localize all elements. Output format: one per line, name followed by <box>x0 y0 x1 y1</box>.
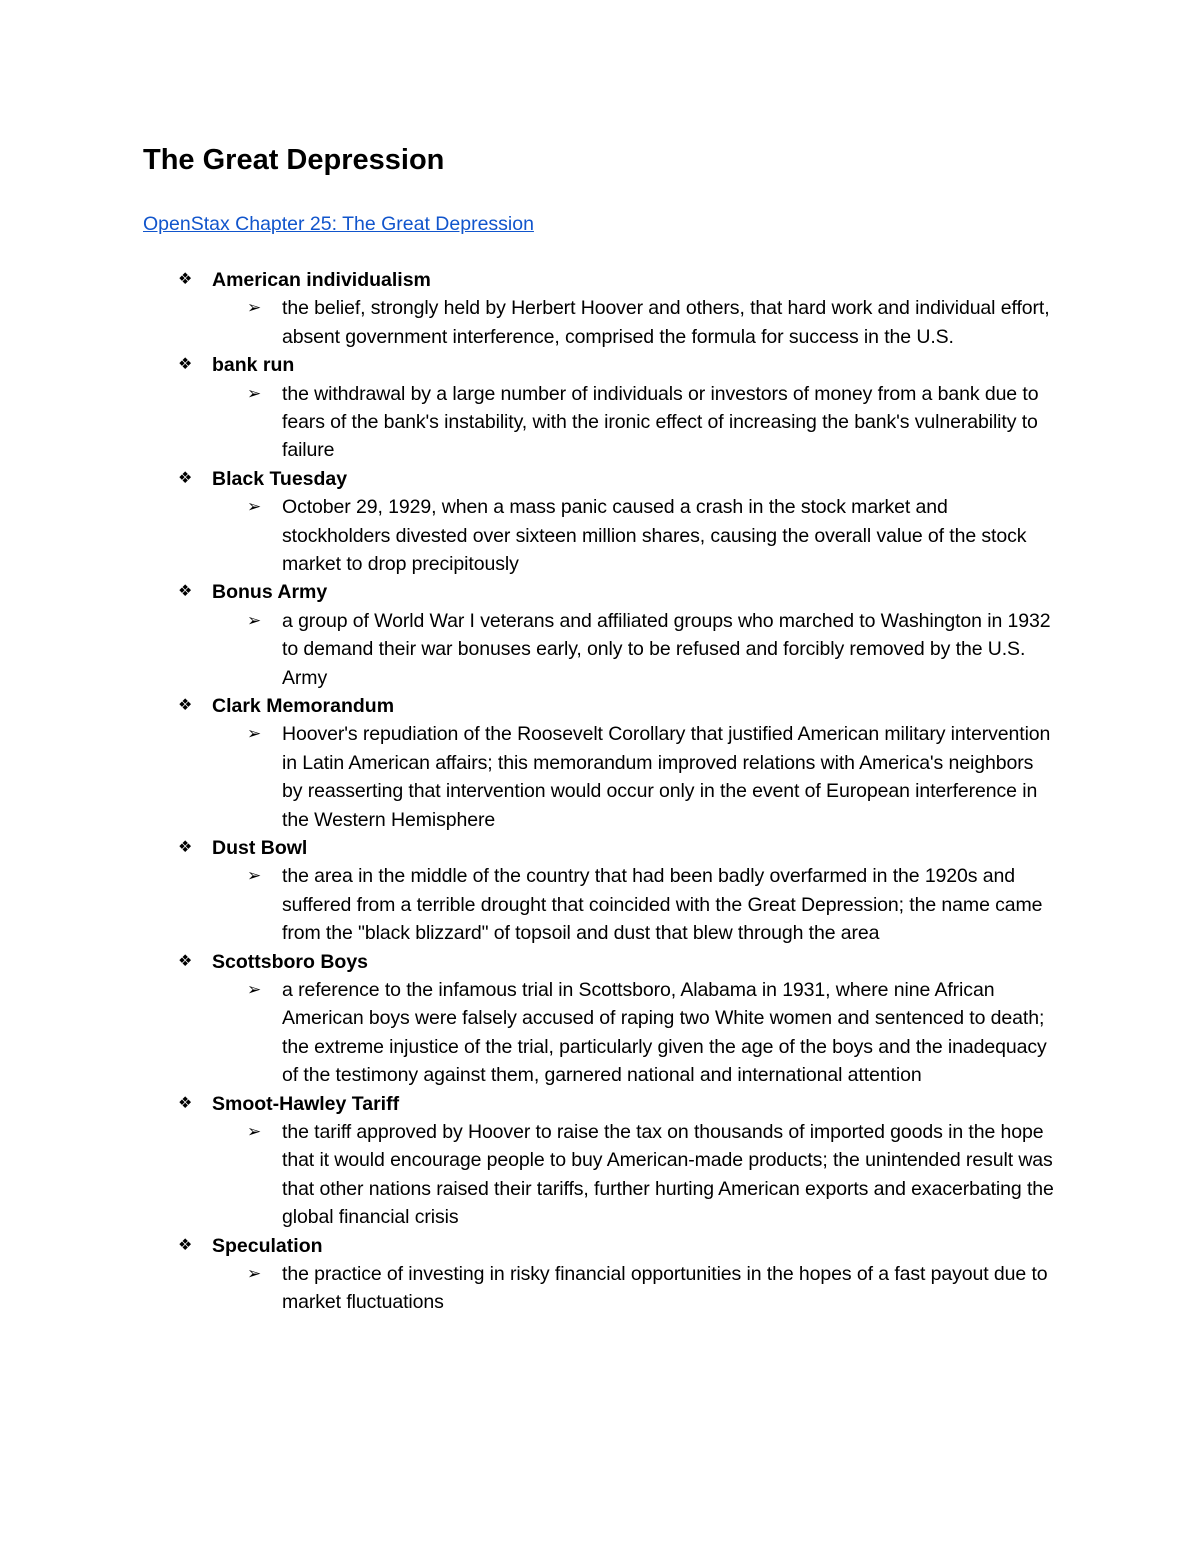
glossary-term <box>143 266 1063 351</box>
term-name: Speculation <box>212 1234 323 1257</box>
term-definition <box>143 862 1063 947</box>
term-name: bank run <box>212 354 295 377</box>
definition-text: the area in the middle of the country that had been badly overfarmed in the 1920s and suffered from a terrible drought that coincided with the Great Depression; the name came from the "black blizzard" of topsoil and dust that blew through the area <box>282 865 1043 945</box>
definition-text: the practice of investing in risky financial opportunities in the hopes of a fast payout due to market fluctuations <box>282 1263 1048 1314</box>
term-definition <box>143 493 1063 578</box>
term-name: Smoot-Hawley Tariff <box>212 1092 400 1115</box>
term-name: Black Tuesday <box>212 467 348 490</box>
glossary-term <box>143 465 1063 579</box>
diamond-bullet-icon: ❖ <box>178 1094 193 1112</box>
term-name: American individualism <box>212 269 431 291</box>
glossary-term <box>143 351 1063 465</box>
chapter-link[interactable]: OpenStax Chapter 25: The Great Depression <box>143 213 534 235</box>
page-title: The Great Depression <box>143 144 445 176</box>
term-heading <box>143 948 1063 976</box>
definition-text: a reference to the infamous trial in Scottsboro, Alabama in 1931, where nine African American boys were falsely accused of raping two White women and sentenced to death; the extreme injustice of the trial, particularly given the age of the boys and the inadequacy of the testimony against them, garnered national and international attention <box>282 979 1047 1087</box>
term-name: Bonus Army <box>212 581 328 604</box>
diamond-bullet-icon: ❖ <box>178 697 193 715</box>
term-definition <box>143 1118 1063 1232</box>
term-heading <box>143 266 1063 294</box>
diamond-bullet-icon: ❖ <box>178 952 193 970</box>
diamond-bullet-icon: ❖ <box>178 583 193 601</box>
glossary-term <box>143 692 1063 834</box>
term-heading <box>143 1090 1063 1118</box>
arrow-bullet-icon: ➢ <box>247 1122 262 1142</box>
diamond-bullet-icon: ❖ <box>178 271 193 288</box>
term-definition <box>143 1260 1063 1317</box>
definition-text: Hoover's repudiation of the Roosevelt Corollary that justified American military intervention in Latin American affairs; this memorandum improved relations with America's neighbors by reasserting that intervention would occur only in the event of European interference in the Western Hemisphere <box>282 723 1051 831</box>
term-definition <box>143 294 1063 351</box>
term-name: Clark Memorandum <box>212 695 395 718</box>
arrow-bullet-icon: ➢ <box>247 497 262 517</box>
term-name: Dust Bowl <box>212 837 308 860</box>
definition-text: the withdrawal by a large number of individuals or investors of money from a bank due to fears of the bank's instability, with the ironic effect of increasing the bank's vulnerability to failure <box>282 382 1039 462</box>
arrow-bullet-icon: ➢ <box>247 1264 262 1284</box>
definition-text: a group of World War I veterans and affiliated groups who marched to Washington in 1932 to demand their war bonuses early, only to be refused and forcibly removed by the U.S. Army <box>282 609 1051 689</box>
term-heading <box>143 578 1063 606</box>
diamond-bullet-icon: ❖ <box>178 469 193 487</box>
arrow-bullet-icon: ➢ <box>247 980 262 1000</box>
glossary-term <box>143 948 1063 1090</box>
term-heading <box>143 465 1063 493</box>
diamond-bullet-icon: ❖ <box>178 356 193 374</box>
term-definition <box>143 607 1063 692</box>
glossary-term <box>143 578 1063 692</box>
glossary-term <box>143 1232 1063 1317</box>
term-name: Scottsboro Boys <box>212 950 369 973</box>
arrow-bullet-icon: ➢ <box>247 724 262 744</box>
term-heading <box>143 834 1063 862</box>
glossary-list <box>143 266 1063 1317</box>
term-definition <box>143 976 1063 1090</box>
glossary-term <box>143 834 1063 948</box>
definition-text: the tariff approved by Hoover to raise the tax on thousands of imported goods in the hope that it would encourage people to buy American-made products; the unintended result was that other nations raised their tariffs, further hurting American exports and exacerbating the global financial crisis <box>282 1121 1054 1229</box>
arrow-bullet-icon: ➢ <box>247 383 262 403</box>
term-heading <box>143 692 1063 720</box>
term-definition <box>143 720 1063 834</box>
arrow-bullet-icon: ➢ <box>247 610 262 630</box>
diamond-bullet-icon: ❖ <box>178 839 193 857</box>
arrow-bullet-icon: ➢ <box>247 866 262 886</box>
definition-text: October 29, 1929, when a mass panic caused a crash in the stock market and stockholders divested over sixteen million shares, causing the overall value of the stock market to drop precipitously <box>282 496 1027 576</box>
glossary-term <box>143 1090 1063 1232</box>
term-heading <box>143 351 1063 379</box>
arrow-bullet-icon: ➢ <box>247 298 262 318</box>
diamond-bullet-icon: ❖ <box>178 1236 193 1254</box>
term-definition <box>143 380 1063 465</box>
definition-text: the belief, strongly held by Herbert Hoover and others, that hard work and individual effort, absent government interference, comprised the formula for success in the U.S. <box>282 297 1050 348</box>
term-heading <box>143 1232 1063 1260</box>
